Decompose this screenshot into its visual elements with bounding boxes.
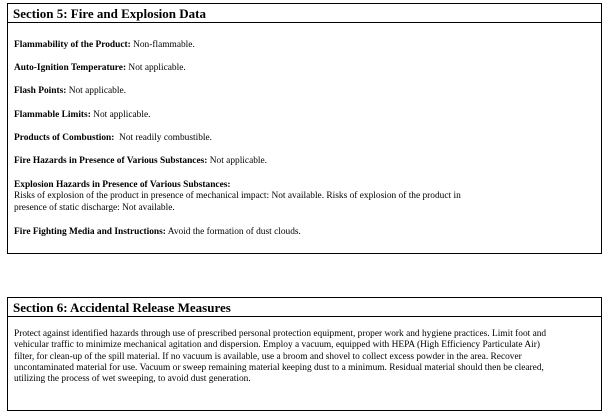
flammable-limits-value: Not applicable. [90, 110, 151, 120]
section-6-title: Section 6: Accidental Release Measures [8, 298, 601, 317]
fire-fighting-field [14, 227, 301, 238]
fire-fighting-value: Avoid the formation of dust clouds. [165, 227, 301, 237]
combustion-products-value: Not readily combustible. [114, 133, 212, 143]
section-5-fire-explosion [7, 3, 602, 254]
accidental-release-text [14, 329, 599, 385]
section-6-accidental-release [7, 297, 602, 411]
release-line-2: vehicular traffic to minimize mechanical agitation and dispersion. Employ a vacuum, equipped with HEPA (High Efficiency Particulate Air) [14, 340, 540, 351]
flammable-limits-field [14, 110, 150, 121]
fire-hazards-label: Fire Hazards in Presence of Various Substances: [14, 156, 208, 166]
release-line-3: filter, for clean-up of the spill material. If no vacuum is available, use a broom and shovel to collect excess powder in the area. Recover [14, 351, 522, 362]
fire-hazards-value: Not applicable. [207, 156, 268, 166]
auto-ignition-value: Not applicable. [126, 63, 186, 73]
explosion-hazards-label: Explosion Hazards in Presence of Various Substances: [14, 180, 231, 190]
section-5-title: Section 5: Fire and Explosion Data [8, 4, 601, 23]
explosion-hazards-block [14, 180, 599, 214]
explosion-hazards-line-2: presence of static discharge: Not available. [14, 202, 175, 213]
release-line-4: uncontaminated material for use. Vacuum or sweep remaining material keeping dust to a minimum. Residual material should then be cleared, [14, 362, 544, 373]
flammability-value: Non-flammable. [130, 40, 195, 50]
flash-points-label: Flash Points: [14, 86, 67, 96]
release-line-1: Protect against identified hazards through use of prescribed personal protection equipment, proper work and hygiene practices. Limit foot and [14, 329, 547, 339]
explosion-hazards-line-1: Risks of explosion of the product in presence of mechanical impact: Not available. Risks of explosion of the product in [14, 191, 461, 202]
fire-fighting-label: Fire Fighting Media and Instructions: [14, 227, 166, 237]
auto-ignition-field [14, 63, 186, 74]
auto-ignition-label: Auto-Ignition Temperature: [14, 63, 127, 73]
combustion-products-field [14, 133, 212, 144]
fire-hazards-field [14, 156, 267, 167]
combustion-products-label: Products of Combustion: [14, 133, 115, 143]
flash-points-value: Not applicable. [66, 86, 126, 96]
flammability-label: Flammability of the Product: [14, 40, 131, 50]
flammable-limits-label: Flammable Limits: [14, 110, 91, 120]
flash-points-field [14, 86, 126, 97]
flammability-field [14, 40, 195, 51]
release-line-5: utilizing the process of wet sweeping, to avoid dust generation. [14, 374, 251, 385]
